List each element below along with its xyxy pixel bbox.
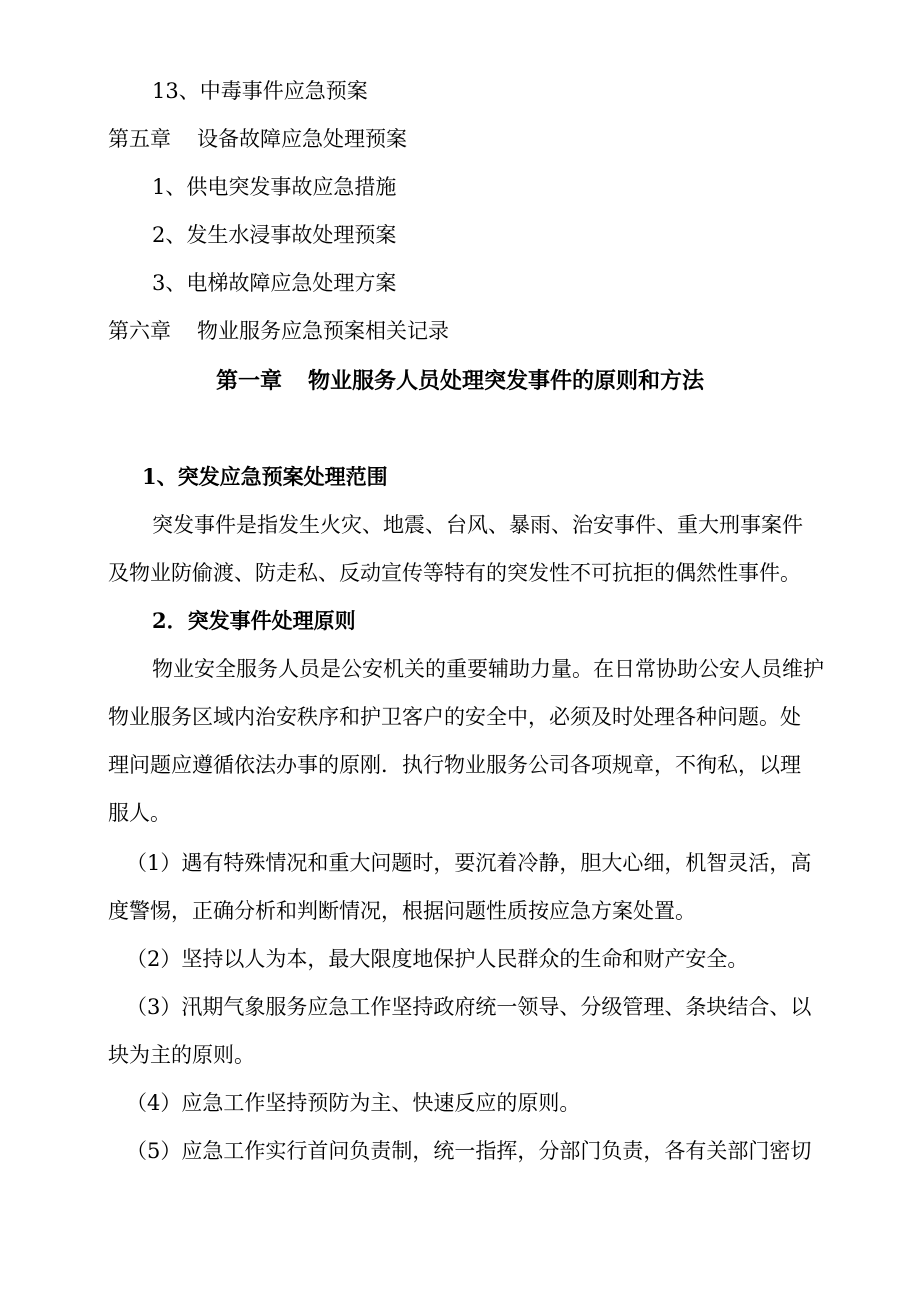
chapter-1-number: 第一章 xyxy=(215,368,282,394)
toc-chapter-6 xyxy=(108,318,449,344)
section-2-paragraph-line: 服人。 xyxy=(108,801,171,825)
section-1-paragraph-line: 及物业防偷渡、防走私、反动宣传等特有的突发性不可抗拒的偶然性事件。 xyxy=(108,561,801,585)
principle-item-4: （4）应急工作坚持预防为主、快速反应的原则。 xyxy=(126,1091,581,1115)
principle-item-1: （1）遇有特殊情况和重大问题时，要沉着冷静，胆大心细，机智灵活，高 xyxy=(126,851,812,875)
section-2-paragraph-line: 物业服务区域内治安秩序和护卫客户的安全中，必须及时处理各种问题。处 xyxy=(108,705,801,729)
toc-ch5-item-2: 2、发生水浸事故处理预案 xyxy=(152,223,397,247)
section-1-heading: 1、突发应急预案处理范围 xyxy=(142,464,388,489)
toc-chapter-6-number: 第六章 xyxy=(108,319,171,343)
principle-item-3-cont: 块为主的原则。 xyxy=(108,1043,255,1067)
section-2-paragraph-line: 理问题应遵循依法办事的原刚．执行物业服务公司各项规章，不徇私，以理 xyxy=(108,753,801,777)
toc-chapter-5-title: 设备故障应急处理预案 xyxy=(197,127,407,151)
section-2-heading: 2．突发事件处理原则 xyxy=(152,608,356,633)
toc-ch5-item-3: 3、电梯故障应急处理方案 xyxy=(152,271,397,295)
section-1-paragraph-line: 突发事件是指发生火灾、地震、台风、暴雨、治安事件、重大刑事案件 xyxy=(152,513,803,537)
principle-item-2: （2）坚持以人为本，最大限度地保护人民群众的生命和财产安全。 xyxy=(126,947,749,971)
chapter-1-heading xyxy=(0,368,920,394)
toc-chapter-5 xyxy=(108,126,407,152)
principle-item-1-cont: 度警惕，正确分析和判断情况，根据问题性质按应急方案处置。 xyxy=(108,899,696,923)
principle-item-5: （5）应急工作实行首问负责制，统一指挥，分部门负责，各有关部门密切 xyxy=(126,1139,812,1163)
principle-item-3: （3）汛期气象服务应急工作坚持政府统一领导、分级管理、条块结合、以 xyxy=(126,995,812,1019)
toc-chapter-6-title: 物业服务应急预案相关记录 xyxy=(197,319,449,343)
chapter-1-title: 物业服务人员处理突发事件的原则和方法 xyxy=(308,368,705,394)
toc-item-13: 13、中毒事件应急预案 xyxy=(152,79,368,103)
toc-chapter-5-number: 第五章 xyxy=(108,127,171,151)
section-2-paragraph-line: 物业安全服务人员是公安机关的重要辅助力量。在日常协助公安人员维护 xyxy=(152,657,824,681)
toc-ch5-item-1: 1、供电突发事故应急措施 xyxy=(152,175,397,199)
